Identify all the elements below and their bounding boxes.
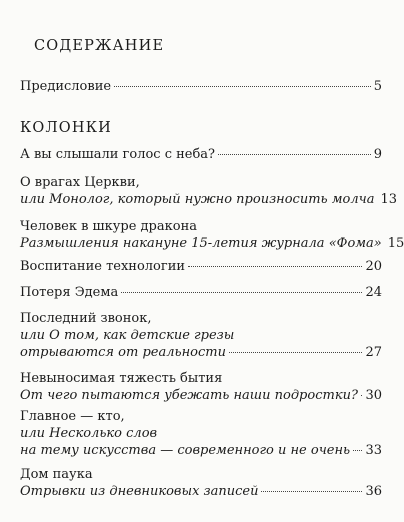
toc-entry[interactable] (20, 218, 404, 252)
dot-leader (188, 266, 362, 267)
toc-entry-title: Предисловие (20, 79, 112, 94)
toc-entry-page: 5 (373, 79, 382, 94)
toc-entry-page: 24 (365, 285, 382, 300)
toc-entry-subtitle: Отрывки из дневниковых записей (20, 484, 259, 499)
toc-entry-title: Главное — кто, (20, 409, 125, 424)
toc-entry-page: 13 (380, 192, 398, 207)
toc-entry-page: 36 (365, 484, 382, 499)
toc-entry-title: О врагах Церкви, (20, 175, 140, 190)
toc-entry-title: А вы слышали голос с неба? (20, 147, 216, 162)
toc-entry[interactable] (20, 258, 382, 275)
toc-entry-subtitle: От чего пытаются убежать наши подростки? (20, 388, 358, 403)
toc-entry[interactable] (20, 466, 382, 500)
toc-entry[interactable] (20, 174, 398, 208)
toc-entry[interactable] (20, 146, 382, 163)
toc-entry-page: 9 (373, 147, 382, 162)
toc-entry-page: 30 (365, 388, 382, 403)
toc-entry[interactable] (20, 370, 382, 404)
contents-heading: СОДЕРЖАНИЕ (34, 38, 165, 54)
toc-entry-subtitle: или О том, как детские грезы (20, 328, 235, 343)
toc-entry-subtitle: на тему искусства — современного и не очень (20, 443, 351, 458)
dot-leader (353, 450, 362, 451)
toc-entry-title: Воспитание технологии (20, 259, 186, 274)
dot-leader (218, 154, 371, 155)
dot-leader (261, 491, 362, 492)
toc-entry-page: 15 (387, 236, 404, 251)
toc-entry-title: Невыносимая тяжесть бытия (20, 371, 223, 386)
toc-entry-preface[interactable] (20, 78, 382, 95)
section-heading: КОЛОНКИ (20, 120, 113, 136)
toc-entry[interactable] (20, 408, 382, 459)
dot-leader (121, 292, 362, 293)
toc-entry-subtitle: или Несколько слов (20, 426, 158, 441)
toc-entry[interactable] (20, 284, 382, 301)
toc-entry-page: 27 (365, 345, 382, 360)
toc-entry-subtitle: Размышления накануне 15-летия журнала «Фома» (20, 236, 382, 251)
dot-leader (229, 352, 363, 353)
toc-entry[interactable] (20, 310, 382, 361)
toc-entry-title: Потеря Эдема (20, 285, 119, 300)
toc-entry-title: Последний звонок, (20, 311, 152, 326)
toc-entry-page: 33 (365, 443, 382, 458)
dot-leader (114, 86, 371, 87)
toc-entry-subtitle: или Монолог, который нужно произносить молча (20, 192, 375, 207)
toc-entry-subtitle: отрываются от реальности (20, 345, 226, 360)
toc-entry-title: Человек в шкуре дракона (20, 219, 197, 234)
toc-entry-page: 20 (365, 259, 382, 274)
dot-leader (361, 395, 363, 396)
toc-entry-title: Дом паука (20, 467, 93, 482)
